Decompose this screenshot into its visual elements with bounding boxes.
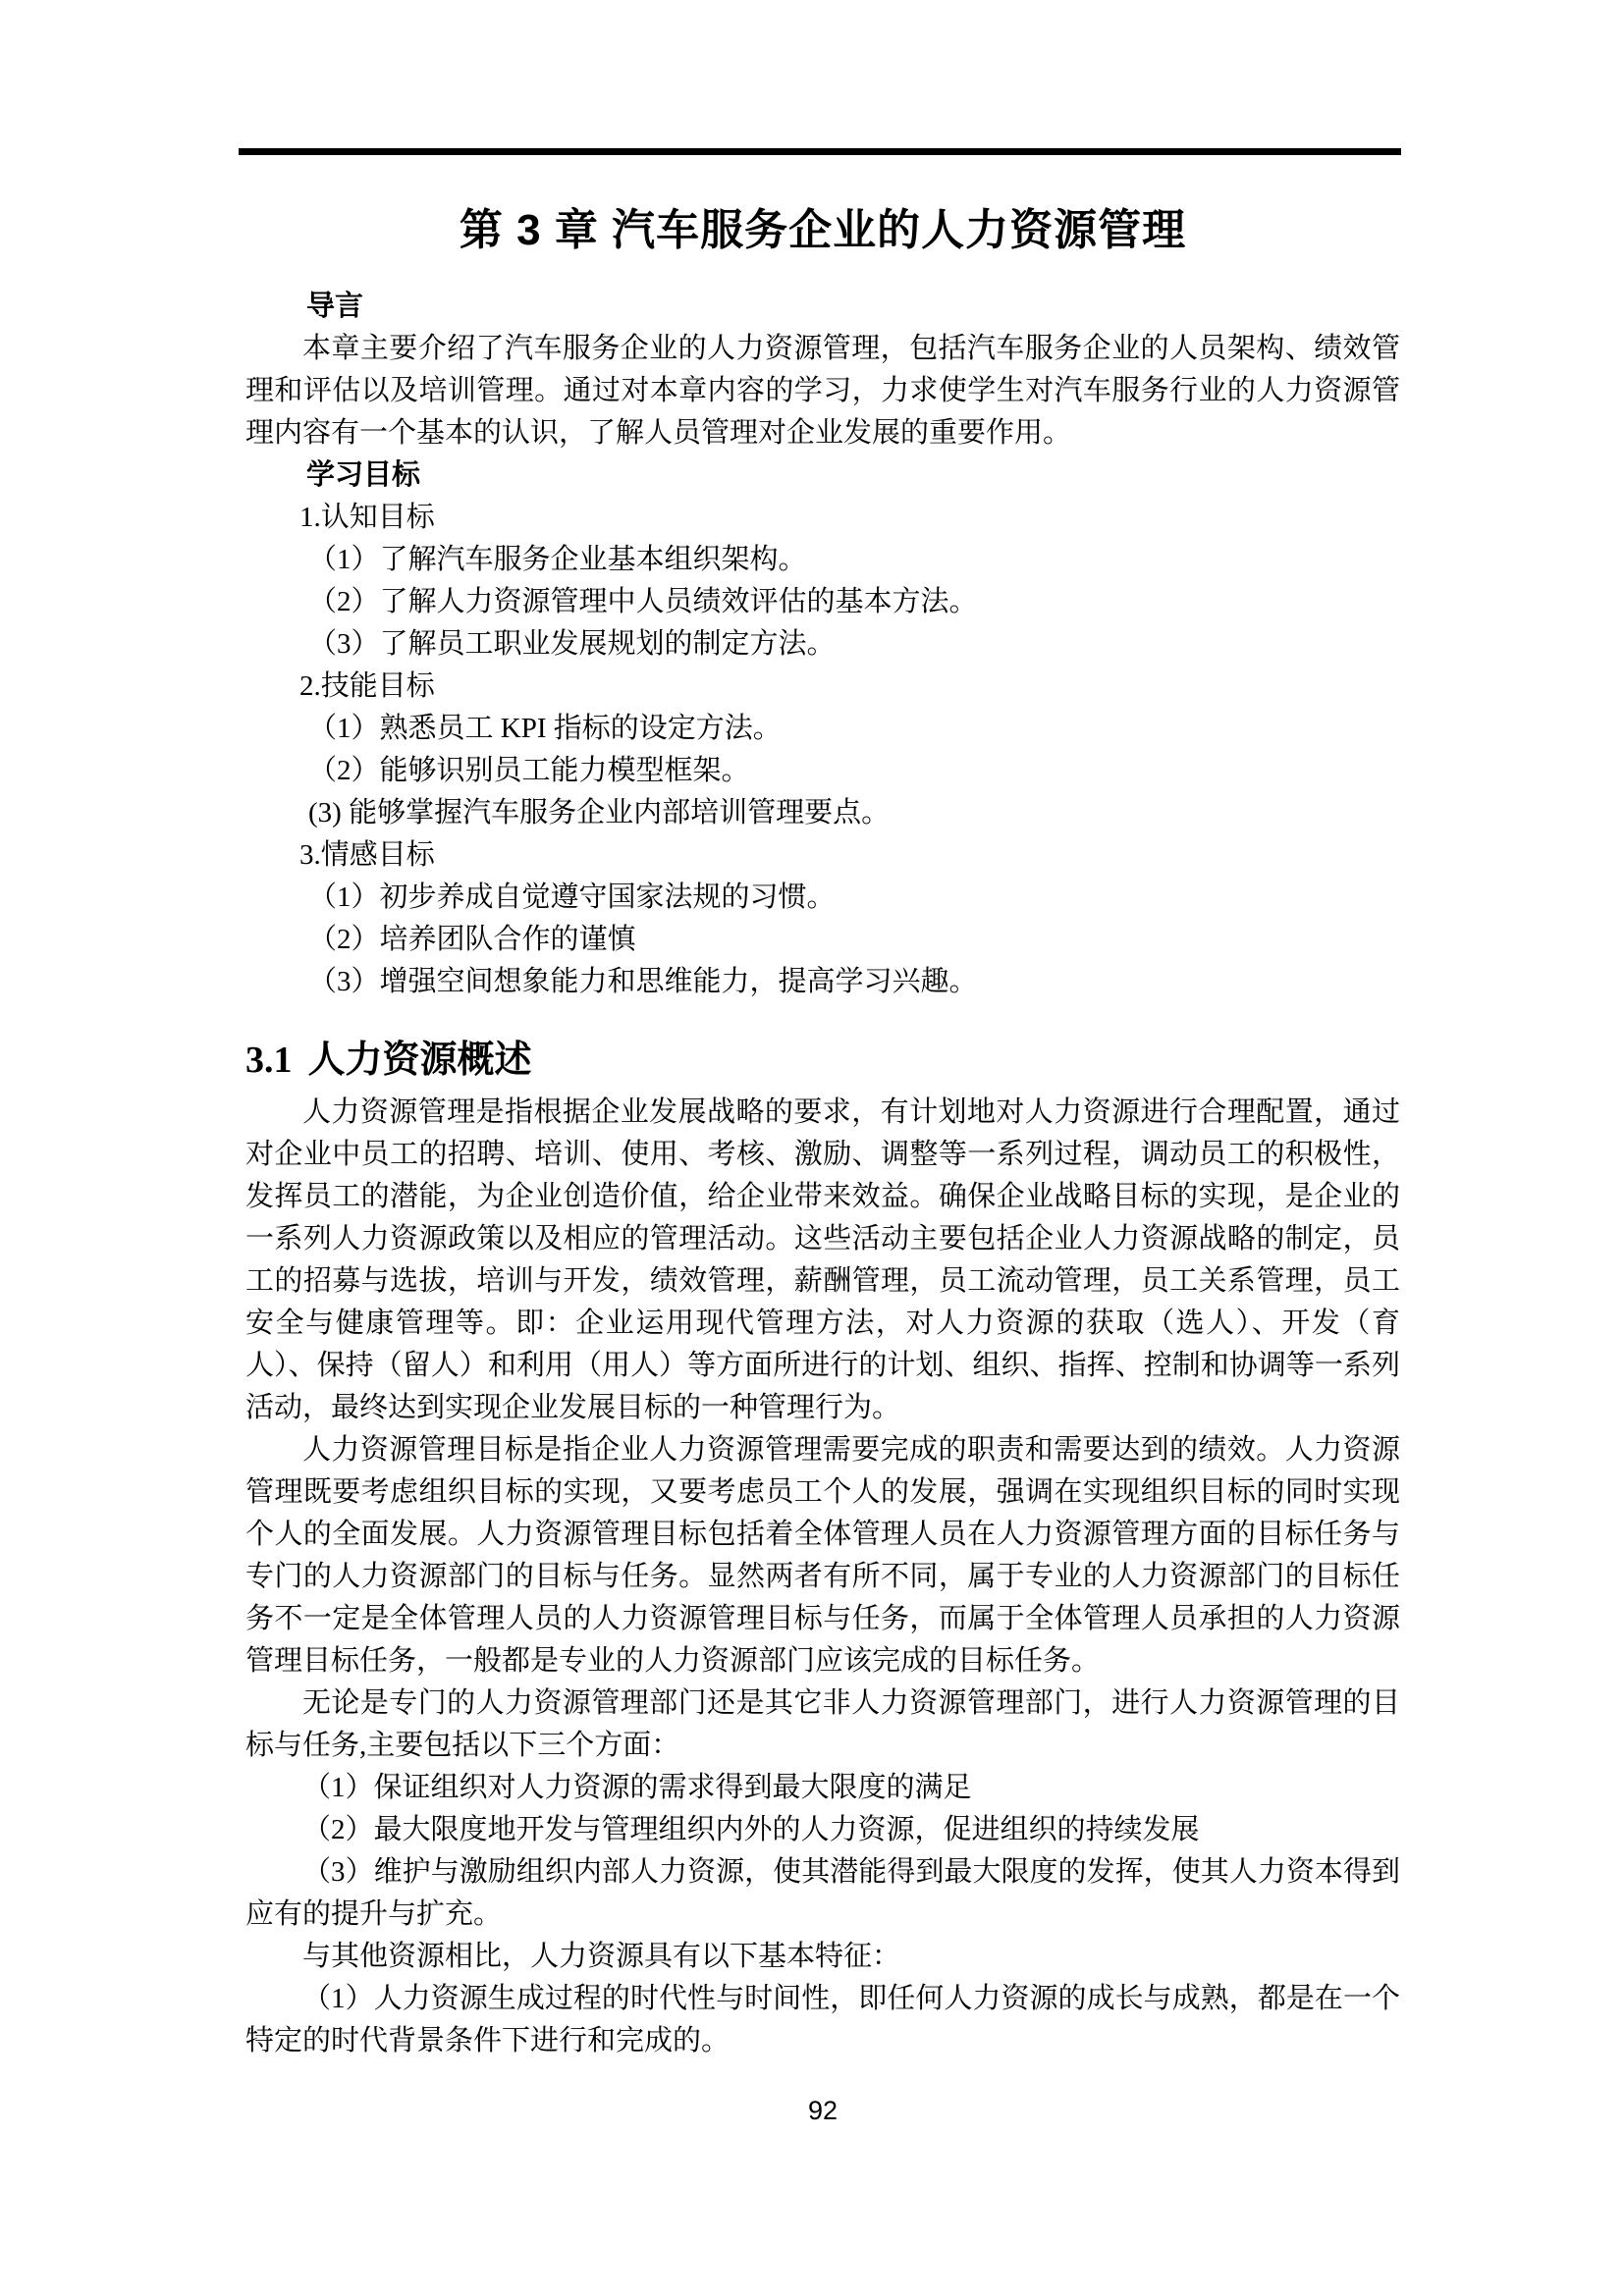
body-paragraph: 与其他资源相比，人力资源具有以下基本特征：	[302, 1941, 901, 1972]
chapter-title: 第 3 章 汽车服务企业的人力资源管理	[459, 206, 1187, 254]
intro-heading: 导言	[306, 291, 364, 322]
objective-item: （2）培养团队合作的谨慎	[308, 924, 636, 955]
body-paragraph: 人力资源管理目标是指企业人力资源管理需要完成的职责和需要达到的绩效。人力资源管理既要考虑组织目标的实现，又要考虑员工个人的发展，强调在实现组织目标的同时实现个人的全面发展。人力资源管理目标包括着全体管理人员在人力资源管理方面的目标任务与专门的人力资源部门的目标与任务。显然两者有所不同，属于专业的人力资源部门的目标任务不一定是全体管理人员的人力资源管理目标与任务，而属于全体管理人员承担的人力资源管理目标任务，一般都是专业的人力资源部门应该完成的目标任务。	[245, 1434, 1400, 1677]
objective-item: （2）能够识别员工能力模型框架。	[308, 755, 750, 786]
aspect-item: （1）保证组织对人力资源的需求得到最大限度的满足	[302, 1772, 972, 1803]
objective-group-label: 2.技能目标	[299, 670, 435, 702]
aspect-item: （3）维护与激励组织内部人力资源，使其潜能得到最大限度的发挥，使其人力资本得到应有的提升与扩充。	[245, 1856, 1400, 1930]
objective-item: （3）增强空间想象能力和思维能力，提高学习兴趣。	[308, 966, 978, 997]
objectives-heading: 学习目标	[306, 459, 421, 491]
objective-item: （2）了解人力资源管理中人员绩效评估的基本方法。	[308, 586, 978, 617]
body-paragraph: 人力资源管理是指根据企业发展战略的要求，有计划地对人力资源进行合理配置，通过对企业中员工的招聘、培训、使用、考核、激励、调整等一系列过程，调动员工的积极性，发挥员工的潜能，为企业创造价值，给企业带来效益。确保企业战略目标的实现，是企业的一系列人力资源政策以及相应的管理活动。这些活动主要包括企业人力资源战略的制定，员工的招募与选拔，培训与开发，绩效管理，薪酬管理，员工流动管理，员工关系管理，员工安全与健康管理等。即：企业运用现代管理方法，对人力资源的获取（选人）、开发（育人）、保持（留人）和利用（用人）等方面所进行的计划、组织、指挥、控制和协调等一系列活动，最终达到实现企业发展目标的一种管理行为。	[245, 1096, 1400, 1423]
section-number: 3.1	[245, 1040, 293, 1081]
objective-group-label: 1.认知目标	[299, 502, 435, 533]
feature-item: （1）人力资源生成过程的时代性与时间性，即任何人力资源的成长与成熟，都是在一个特定的时代背景条件下进行和完成的。	[245, 1983, 1400, 2056]
aspect-item: （2）最大限度地开发与管理组织内外的人力资源，促进组织的持续发展	[302, 1814, 1200, 1845]
page-content	[245, 0, 1400, 2062]
objective-group-label: 3.情感目标	[299, 839, 435, 871]
objective-item: （1）了解汽车服务企业基本组织架构。	[308, 544, 807, 575]
page-number: 92	[807, 2096, 839, 2125]
objective-item: （1）初步养成自觉遵守国家法规的习惯。	[308, 881, 836, 913]
section-title: 人力资源概述	[307, 1040, 532, 1081]
body-paragraph: 无论是专门的人力资源管理部门还是其它非人力资源管理部门，进行人力资源管理的目标与任务,主要包括以下三个方面：	[245, 1687, 1400, 1761]
section-heading	[245, 1037, 1400, 1084]
objective-item: （3）了解员工职业发展规划的制定方法。	[308, 628, 836, 660]
objective-item: （1）熟悉员工 KPI 指标的设定方法。	[308, 713, 782, 744]
intro-paragraph: 本章主要介绍了汽车服务企业的人力资源管理，包括汽车服务企业的人员架构、绩效管理和评估以及培训管理。通过对本章内容的学习，力求使学生对汽车服务行业的人力资源管理内容有一个基本的认识，了解人员管理对企业发展的重要作用。	[245, 333, 1400, 449]
objective-item: (3) 能够掌握汽车服务企业内部培训管理要点。	[308, 797, 891, 828]
